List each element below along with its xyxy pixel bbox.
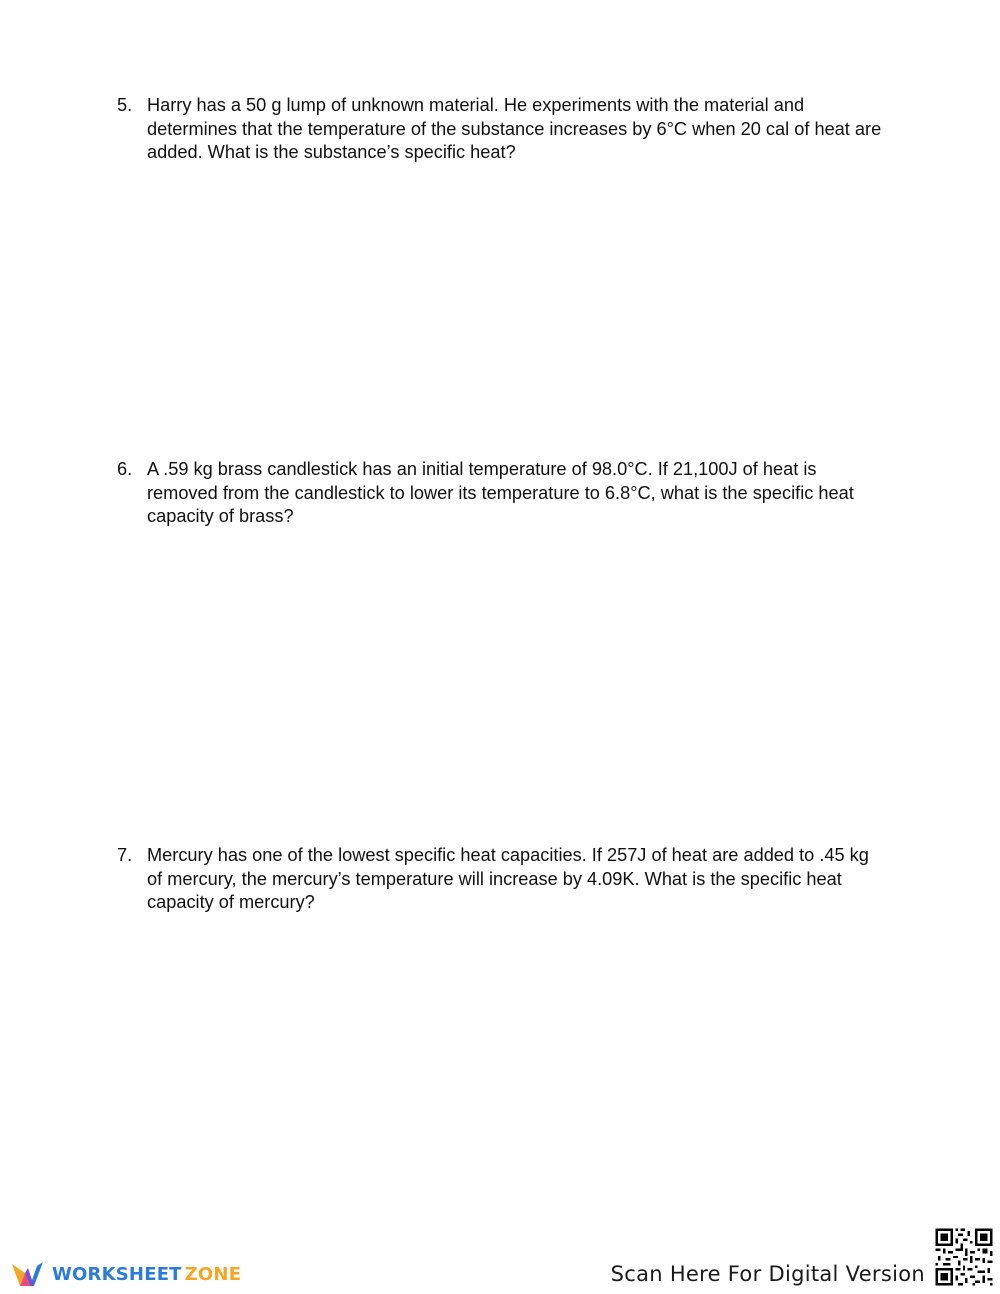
- question-text: Mercury has one of the lowest specific heat capacities. If 257J of heat are added to .45 kg of mercury, the mercury’s temperature will increase by 4.09K. What is the specific heat capacity of mercury?: [147, 845, 869, 912]
- question-text: Harry has a 50 g lump of unknown material. He experiments with the material and determines that the temperature of the substance increases by 6°C when 20 cal of heat are added. What is the substance’s specific heat?: [147, 95, 882, 162]
- logo-word-worksheet: WORKSHEET: [52, 1263, 182, 1285]
- question-number: 7.: [117, 845, 133, 865]
- worksheet-zone-logo[interactable]: [10, 1258, 241, 1290]
- logo-word-zone: ZONE: [184, 1263, 242, 1285]
- qr-code-icon[interactable]: [933, 1226, 995, 1288]
- question-5: [117, 94, 887, 165]
- question-number: 5.: [117, 95, 133, 115]
- question-6: [117, 458, 887, 529]
- logo-w-icon: [10, 1258, 48, 1290]
- question-text: A .59 kg brass candlestick has an initial temperature of 98.0°C. If 21,100J of heat is removed from the candlestick to lower its temperature to 6.8°C, what is the specific heat capacity of brass?: [147, 459, 854, 526]
- question-number: 6.: [117, 459, 133, 479]
- question-7: [117, 844, 887, 915]
- scan-label: Scan Here For Digital Version: [610, 1262, 925, 1286]
